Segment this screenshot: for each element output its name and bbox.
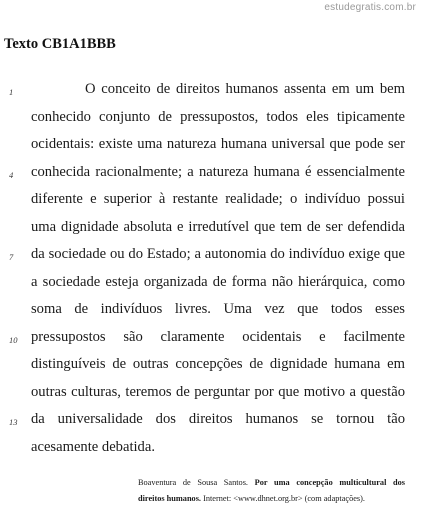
line-text: soma de indivíduos livres. Uma vez que todos esses: [31, 301, 405, 317]
citation-line-1: [138, 475, 405, 491]
passage-line: [0, 327, 430, 355]
line-number: 13: [9, 417, 18, 427]
line-text: distinguíveis de outras concepções de dignidade humana em: [31, 356, 405, 372]
citation-author: Boaventura de Sousa Santos.: [138, 478, 248, 487]
citation-source: Internet: <www.dhnet.org.br> (com adaptações).: [203, 494, 365, 503]
passage-line: [0, 437, 430, 465]
citation: [138, 475, 405, 507]
line-text: a sociedade esteja organizada de forma não hierárquica, como: [31, 273, 405, 290]
passage-line: [0, 382, 430, 410]
passage-line: [0, 107, 430, 135]
text-title: Texto CB1A1BBB: [4, 36, 116, 52]
citation-work-title-cont: direitos humanos.: [138, 494, 202, 503]
passage-line: [0, 79, 430, 107]
line-text: conhecido conjunto de pressupostos, todos eles tipicamente: [31, 108, 405, 125]
passage: [0, 79, 430, 464]
line-text: outras culturas, teremos de perguntar por que motivo a questão: [31, 383, 405, 400]
line-text: diferente e superior à restante realidade; o indivíduo possui: [31, 191, 405, 207]
passage-line: [0, 299, 430, 327]
passage-line: [0, 189, 430, 217]
line-number: 4: [9, 169, 14, 180]
passage-line: [0, 409, 430, 437]
passage-line: [0, 134, 430, 162]
line-text: acesamente debatida.: [31, 438, 155, 455]
passage-line: [0, 354, 430, 382]
citation-line-2: [138, 491, 405, 507]
passage-line: [0, 244, 430, 272]
line-number: 7: [9, 252, 14, 262]
passage-line: [0, 162, 430, 190]
line-text: da sociedade ou do Estado; a autonomia do indivíduo exige que: [31, 246, 405, 262]
line-number: 1: [9, 87, 14, 97]
line-text: uma dignidade absoluta e irredutível que tem de ser defendida: [31, 218, 405, 235]
passage-line: [0, 217, 430, 245]
citation-work-title: Por uma concepção multicultural dos: [254, 478, 405, 487]
line-number: 10: [9, 334, 18, 345]
line-text: da universalidade dos direitos humanos se tornou tão: [31, 411, 405, 427]
line-text: O conceito de direitos humanos assenta em um bem: [85, 81, 405, 97]
line-text: pressupostos são claramente ocidentais e facilmente: [31, 328, 405, 345]
site-watermark: estudegratis.com.br: [324, 2, 416, 13]
line-text: conhecida racionalmente; a natureza humana é essencialmente: [31, 163, 405, 180]
line-text: ocidentais: existe uma natureza humana universal que pode ser: [31, 136, 405, 152]
passage-line: [0, 272, 430, 300]
